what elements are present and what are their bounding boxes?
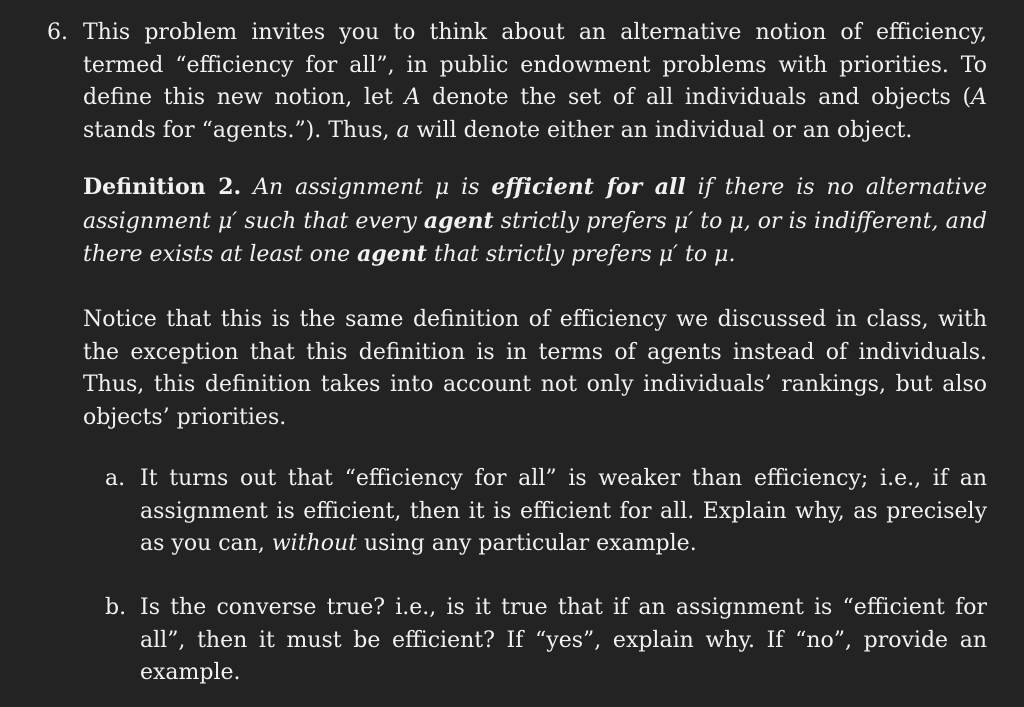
def-text-10: . xyxy=(728,242,736,267)
subquestion-b xyxy=(105,592,987,690)
def-text-7: , or is indifferent, and there exists at least one xyxy=(83,208,987,267)
problem-intro xyxy=(83,17,987,147)
subquestion-a xyxy=(105,463,987,561)
def-text-1: An assignment xyxy=(241,175,435,200)
agent-term: agent xyxy=(357,241,427,267)
subquestion-a-label: a. xyxy=(105,466,126,491)
agent-term: agent xyxy=(423,207,494,234)
subquestion-a-text-1: It turns out that “efficiency for all” is weaker than efficiency; i.e., if an assignment is efficient, then it is efficient for all. Explain why, as precisely as you can, xyxy=(140,466,987,556)
intro-text-4: will denote either an individual or an object. xyxy=(409,117,913,143)
subquestion-b-label: b. xyxy=(105,595,127,620)
def-text-9: to xyxy=(678,242,715,267)
math-var-A: A xyxy=(404,85,421,110)
math-mu-prime: μ′ xyxy=(217,208,238,234)
def-text-8: that strictly prefers xyxy=(426,242,659,267)
definition-block xyxy=(83,171,987,272)
def-text-2: is xyxy=(449,175,492,200)
definition-label: Definition 2. xyxy=(83,174,242,200)
subquestion-a-text xyxy=(140,463,987,561)
problem-statement xyxy=(47,17,987,147)
def-text-3: if there is no alternative assignment xyxy=(83,175,987,234)
def-text-4: such that every xyxy=(237,208,424,234)
math-var-a: a xyxy=(396,117,410,143)
problem-number: 6. xyxy=(47,20,68,45)
intro-text-3: stands for “agents.”). Thus, xyxy=(83,117,397,143)
subquestion-a-text-2: using any particular example. xyxy=(356,531,697,556)
intro-text-1: This problem invites you to think about an alternative notion of efficiency, termed “efficiency for all”, in public endowment problems with priorities. To define this new notion, let xyxy=(83,20,987,110)
defined-term: efficient for all xyxy=(491,174,686,200)
subquestion-b-text: Is the converse true? i.e., is it true that if an assignment is “efficient for all”, then it must be efficient? If “yes”, explain why. If “no”, provide an example. xyxy=(140,595,987,685)
def-text-6: to xyxy=(693,208,730,234)
intro-text-2: denote the set of all individuals and objects ( xyxy=(420,85,972,110)
math-mu-prime: μ′ xyxy=(673,208,694,234)
math-mu: μ xyxy=(714,242,729,267)
math-mu-prime: μ′ xyxy=(658,242,679,267)
math-mu: μ xyxy=(434,175,450,200)
math-mu: μ xyxy=(729,208,744,234)
def-text-5: strictly prefers xyxy=(493,208,674,234)
notice-paragraph: Notice that this is the same definition of efficiency we discussed in class, with the exception that this definition is in terms of agents instead of individuals. Thus, this definition takes into account not only individuals’ rankings, but also objects’ priorities. xyxy=(83,307,987,430)
math-var-A-2: A xyxy=(971,85,987,110)
emphasis-without: without xyxy=(271,531,357,556)
